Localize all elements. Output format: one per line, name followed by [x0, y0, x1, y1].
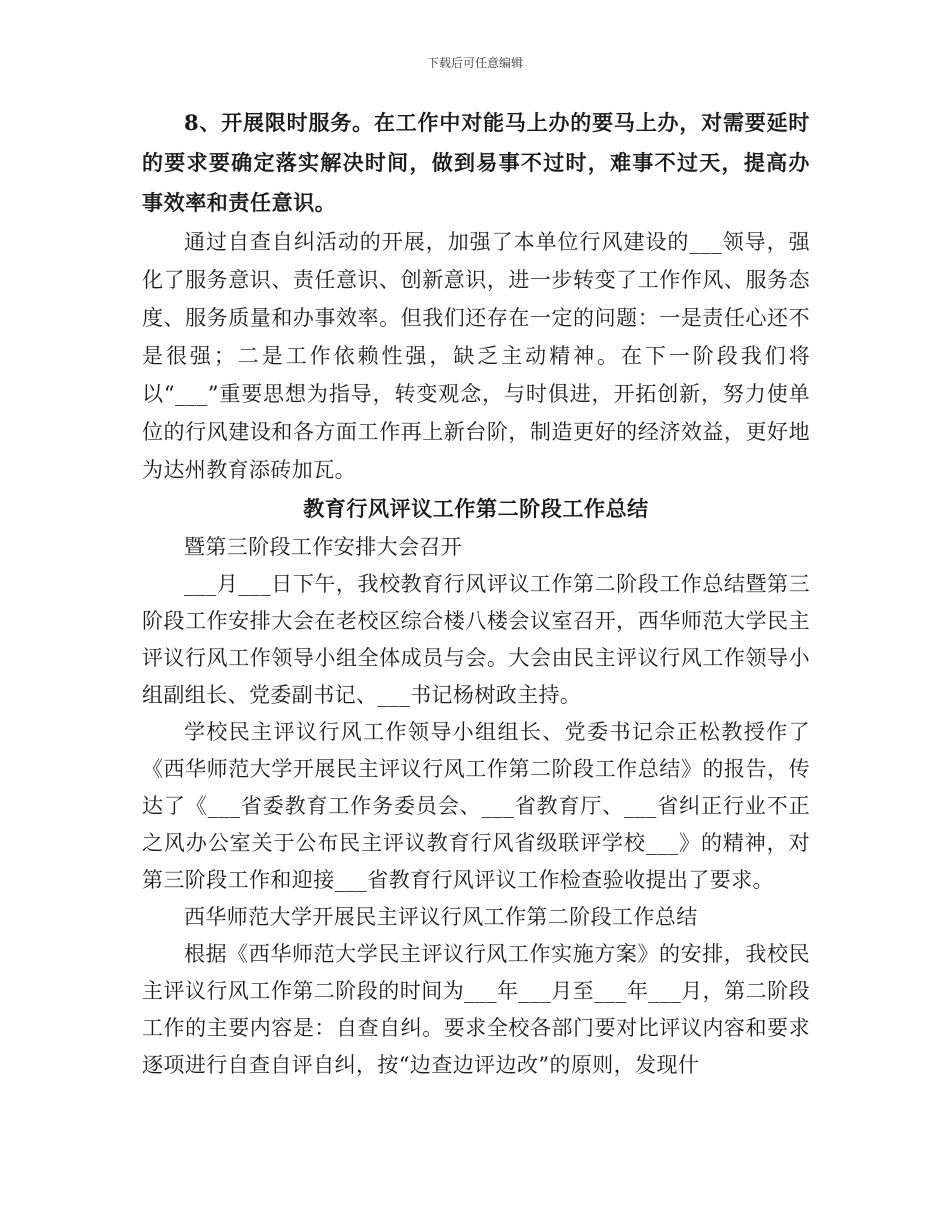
- page-header-note: 下载后可任意编辑: [426, 56, 523, 70]
- paragraph-report-title: 西华师范大学开展民主评议行风工作第二阶段工作总结: [184, 905, 698, 929]
- paragraph-self-inspection-summary: 通过自查自纠活动的开展，加强了本单位行风建设的___领导，强化了服务意识、责任意识、创新意识，进一步转变了工作作风、服务态度、服务质量和办事效率。但我们还存在一定的问题：一是责任心还不是很强；二是工作依赖性强，缺乏主动精神。在下一阶段我们将以“___”重要思想为指导，转变观念，与时俱进，开拓创新，努力使单位的行风建设和各方面工作再上新台阶，制造更好的经济效益，更好地为达州教育添砖加瓦。: [142, 230, 810, 482]
- section-subtitle: 暨第三阶段工作安排大会召开: [184, 535, 463, 559]
- paragraph-report: 学校民主评议行风工作领导小组组长、党委书记佘正松教授作了《西华师范大学开展民主评议行风工作第二阶段工作总结》的报告，传达了《___省委教育工作务委员会、___省教育厅、___省纠正行业不正之风办公室关于公布民主评议教育行风省级联评学校___》的精神，对第三阶段工作和迎接___省教育行风评议工作检查验收提出了要求。: [142, 720, 810, 892]
- paragraph-item-8: 8、开展限时服务。在工作中对能马上办的要马上办，对需要延时的要求要确定落实解决时间，做到易事不过时，难事不过天，提高办事效率和责任意识。: [142, 110, 810, 215]
- document-body: [142, 103, 810, 1084]
- paragraph-second-stage: 根据《西华师范大学民主评议行风工作实施方案》的安排，我校民主评议行风工作第二阶段的时间为___年___月至___年___月，第二阶段工作的主要内容是：自查自纠。要求全校各部门要对比评议内容和要求逐项进行自查自评自纠，按“边查边评边改”的原则，发现什: [142, 942, 810, 1077]
- section-title: 教育行风评议工作第二阶段工作总结: [303, 496, 649, 521]
- paragraph-meeting-intro: ___月___日下午，我校教育行风评议工作第二阶段工作总结暨第三阶段工作安排大会在老校区综合楼八楼会议室召开，西华师范大学民主评议行风工作领导小组全体成员与会。大会由民主评议行风工作领导小组副组长、党委副书记、___书记杨树政主持。: [142, 572, 810, 707]
